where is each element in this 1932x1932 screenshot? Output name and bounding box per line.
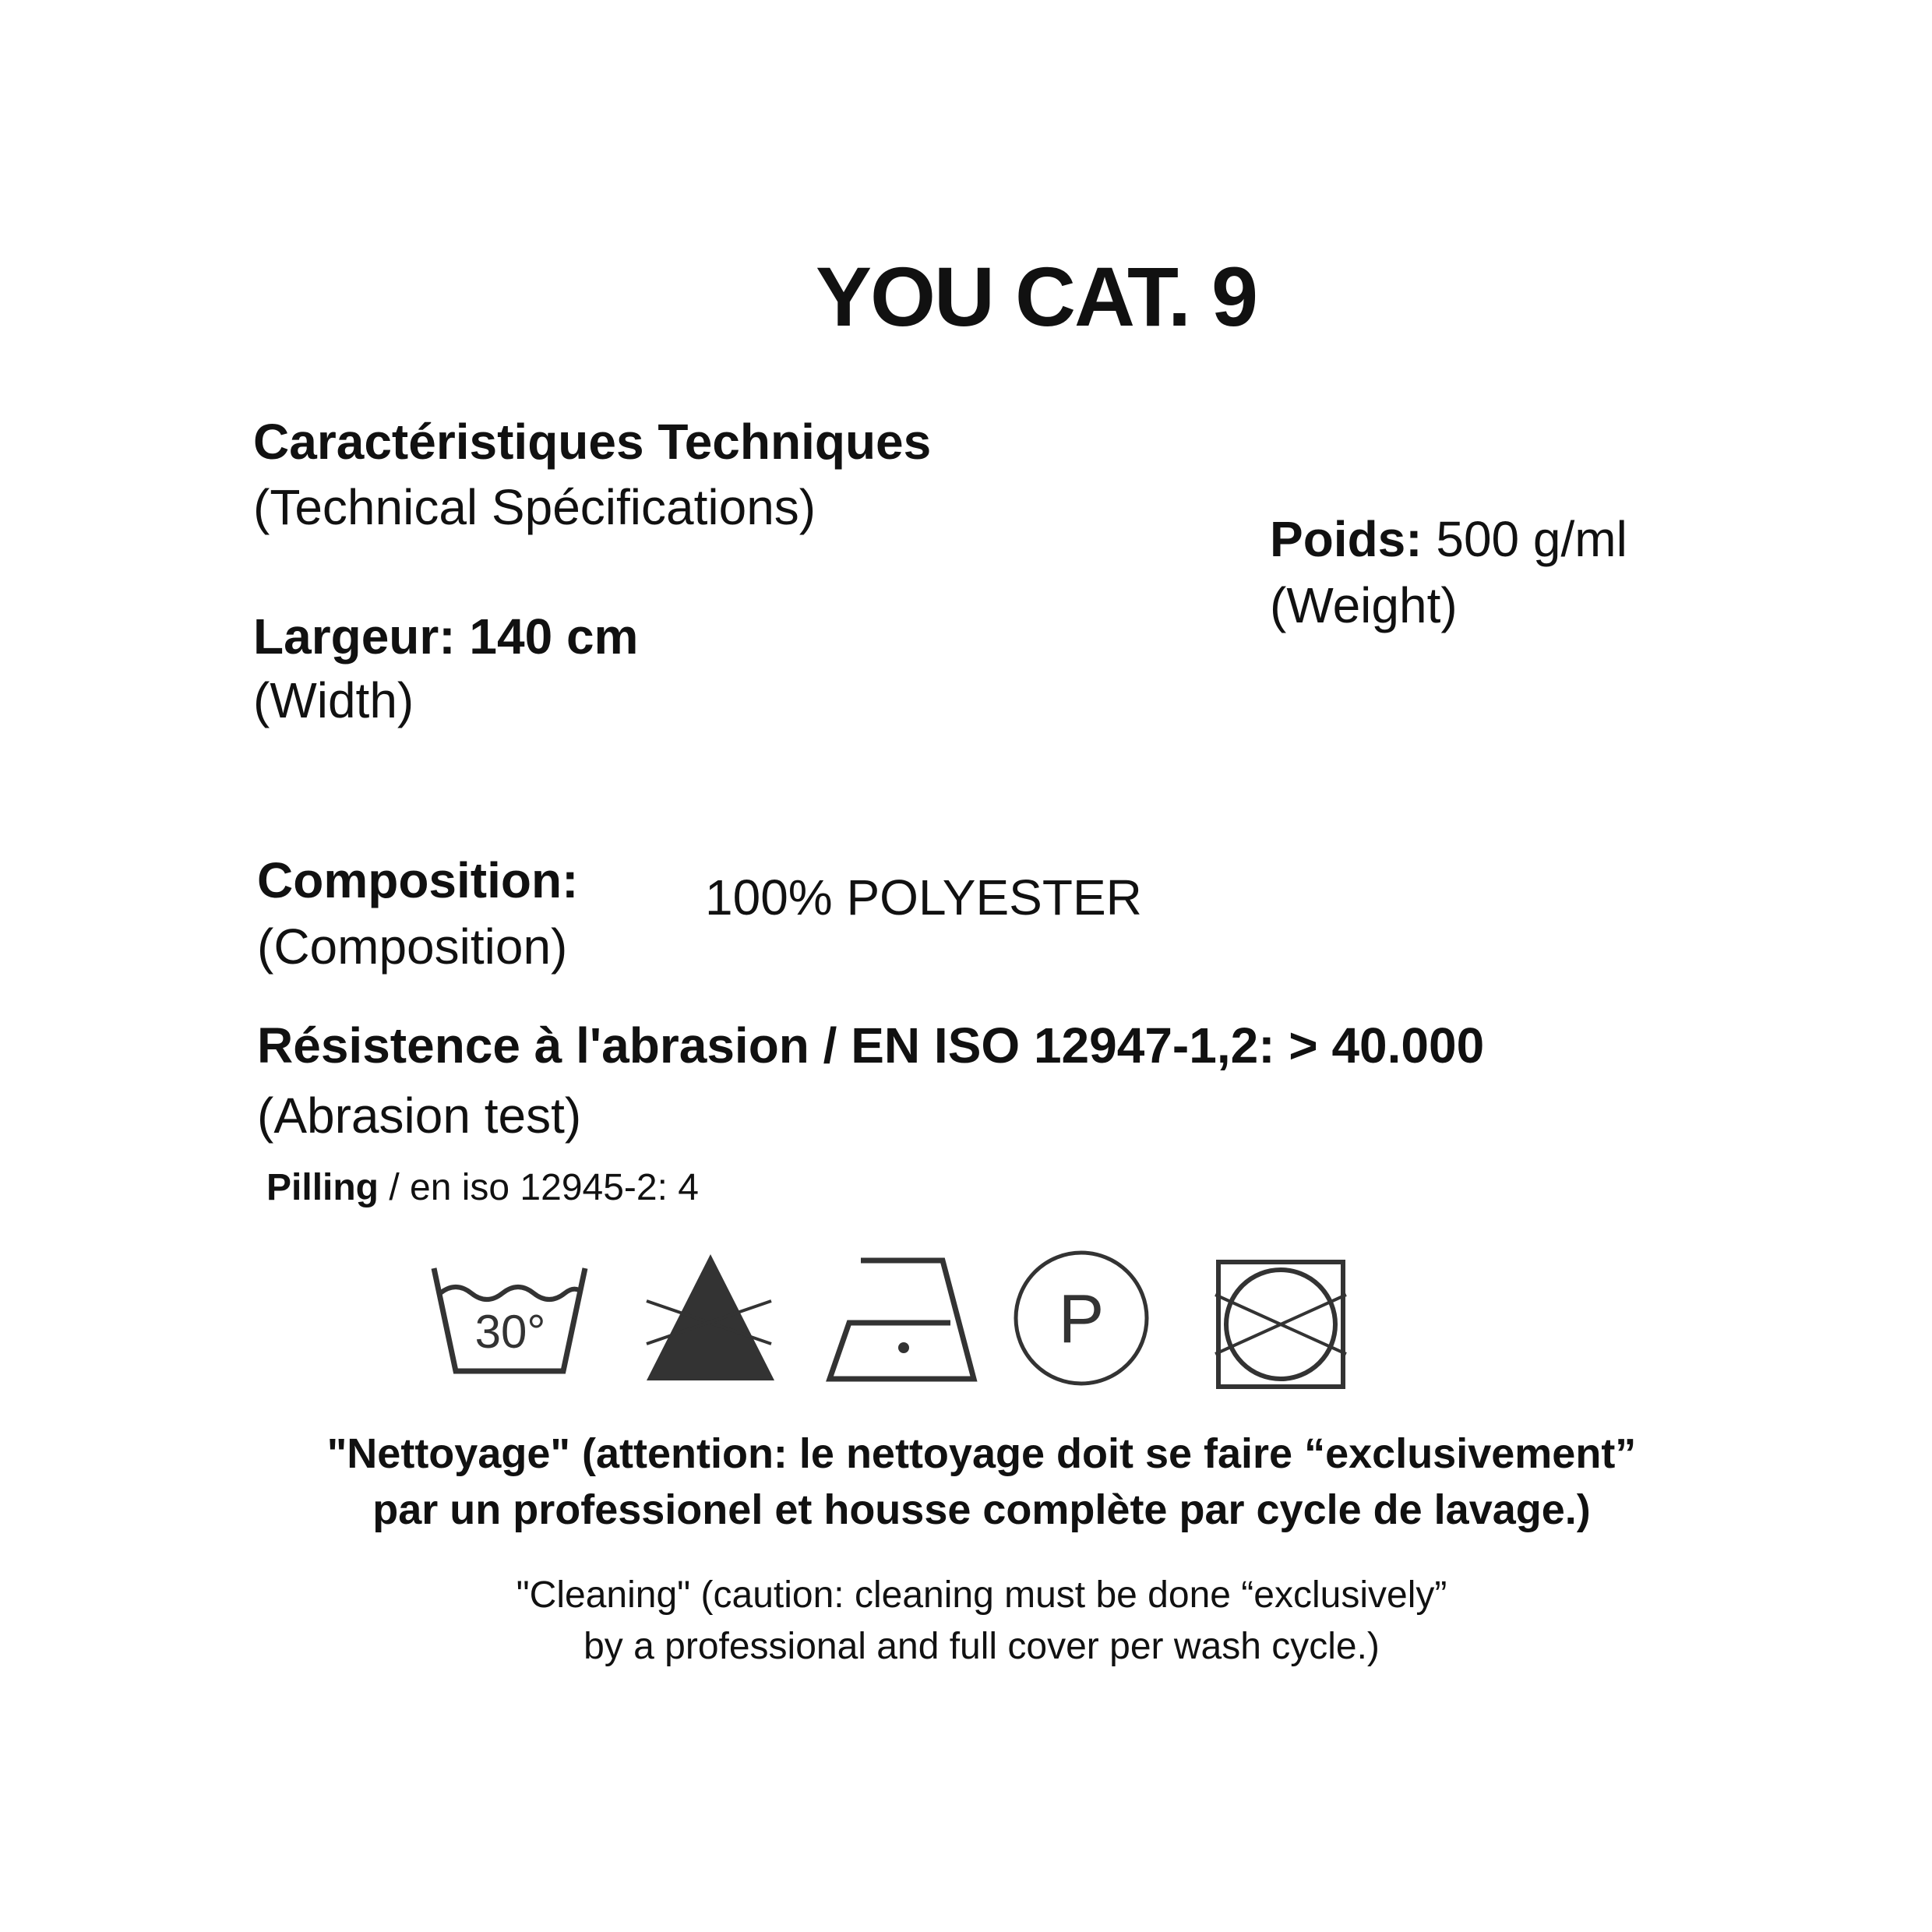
- abrasion-label-en: (Abrasion test): [257, 1088, 582, 1144]
- weight-label-en: (Weight): [1270, 577, 1458, 633]
- dry-clean-p-icon: [1013, 1246, 1169, 1402]
- care-note-fr-line1: "Nettoyage" (attention: le nettoyage doit se faire “exclusivement”: [326, 1430, 1637, 1477]
- composition-value: 100% POLYESTER: [705, 869, 1142, 925]
- dry-clean-text: P: [1058, 1280, 1105, 1357]
- composition-label-en: (Composition): [257, 918, 568, 975]
- pilling-value: / en iso 12945-2: 4: [379, 1167, 699, 1208]
- care-note-fr-line2: par un professionel et housse complète par cycle de lavage.): [372, 1486, 1591, 1533]
- specs-heading: Caractéristiques Techniques: [253, 414, 932, 470]
- pilling-label: Pilling: [266, 1167, 379, 1208]
- care-note-en: [0, 1570, 1932, 1673]
- composition-label: Composition:: [257, 852, 579, 908]
- width-label-en: (Width): [253, 672, 414, 728]
- care-note-fr: [0, 1426, 1932, 1538]
- no-bleach-icon: [639, 1246, 795, 1402]
- weight-row: [1270, 510, 1627, 568]
- wash-temp-text: 30°: [474, 1306, 546, 1358]
- specs-heading-en: (Technical Spécifications): [253, 479, 816, 535]
- abrasion-label: Résistence à l'abrasion / EN ISO 12947-1,2: > 40.000: [257, 1017, 1485, 1074]
- care-note-en-line1: "Cleaning" (caution: cleaning must be done “exclusively”: [516, 1574, 1447, 1616]
- iron-low-icon: [826, 1246, 982, 1402]
- wash-30-icon: [432, 1246, 588, 1402]
- care-note-en-line2: by a professional and full cover per wash cycle.): [583, 1626, 1380, 1667]
- width-label: Largeur: 140 cm: [253, 608, 639, 665]
- no-tumble-dry-icon: [1215, 1246, 1371, 1402]
- pilling-row: [266, 1166, 699, 1209]
- page-title: YOU CAT. 9: [815, 249, 1257, 344]
- weight-label: Poids:: [1270, 511, 1423, 567]
- weight-value: 500 g/ml: [1422, 511, 1627, 567]
